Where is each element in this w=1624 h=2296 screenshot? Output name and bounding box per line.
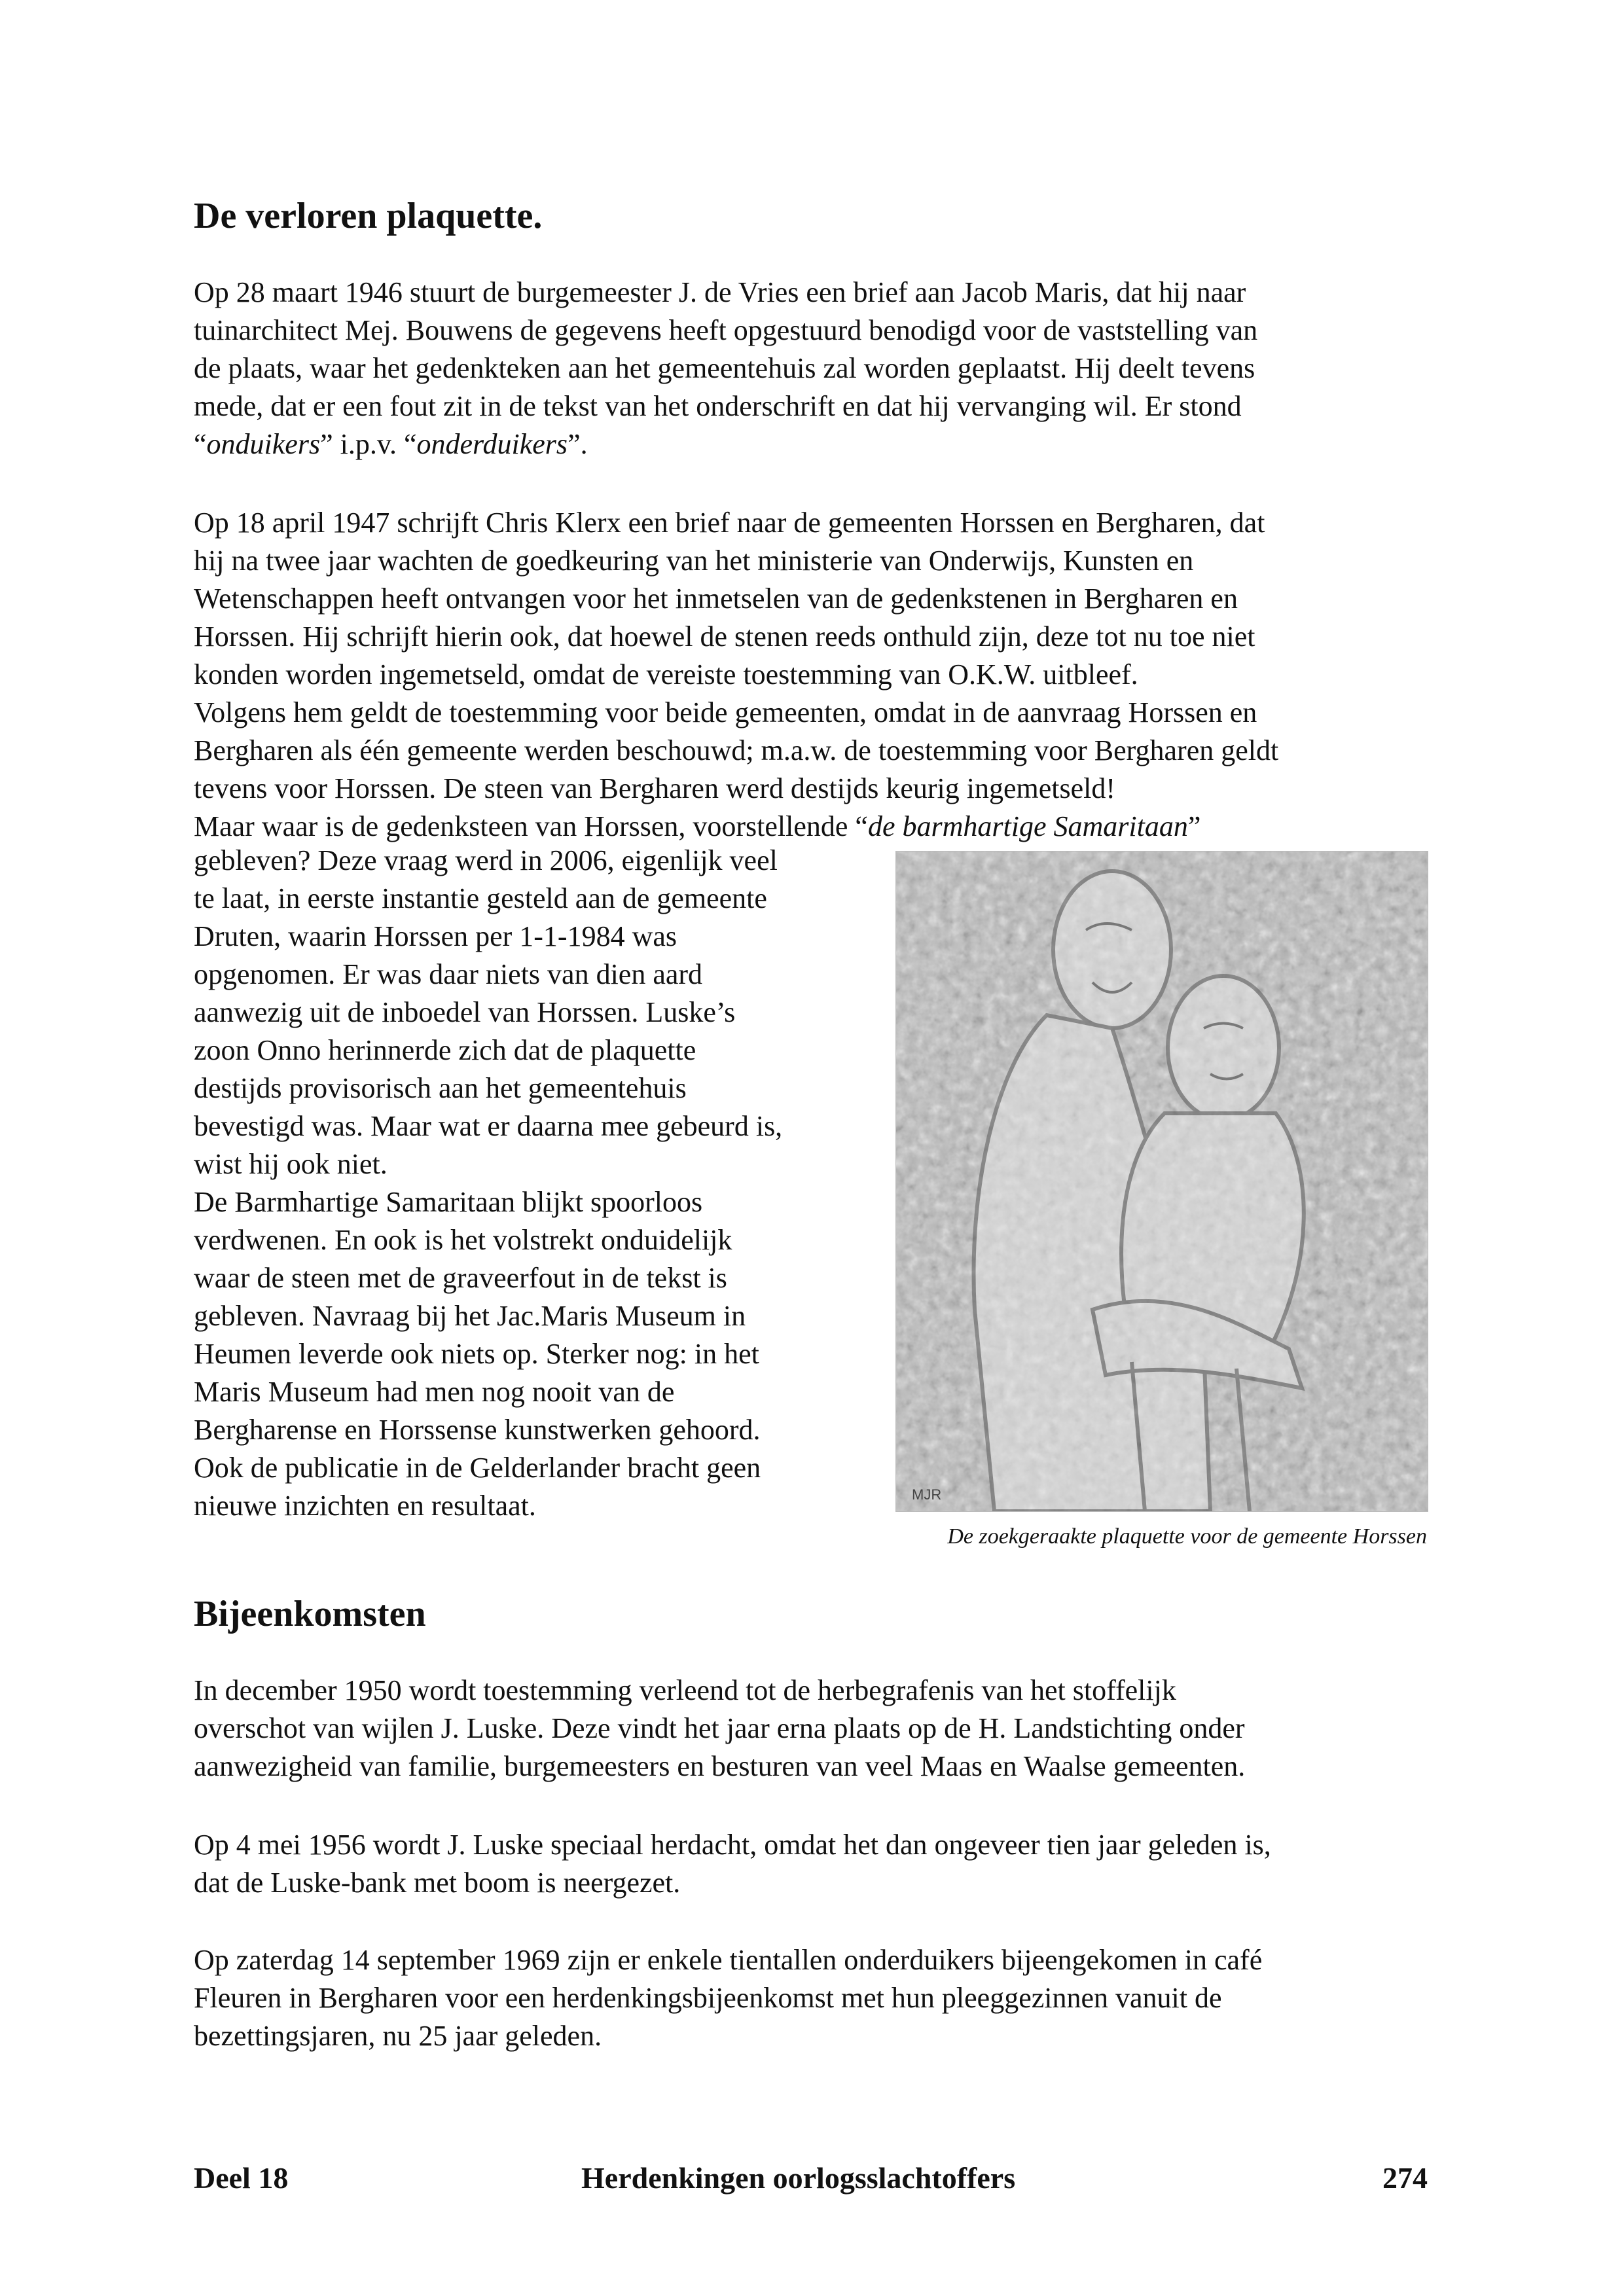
text-line: aanwezig uit de inboedel van Horssen. Luske’s bbox=[194, 996, 736, 1028]
text-line: Volgens hem geldt de toestemming voor beide gemeenten, omdat in de aanvraag Horssen en bbox=[194, 696, 1257, 728]
text-line: Ook de publicatie in de Gelderlander bracht geen bbox=[194, 1452, 761, 1484]
paragraph-3-left-column bbox=[194, 842, 782, 1525]
text-line: opgenomen. Er was daar niets van dien aard bbox=[194, 958, 703, 990]
footer-page-number: 274 bbox=[1382, 2161, 1428, 2195]
footer-title: Herdenkingen oorlogsslachtoffers bbox=[581, 2161, 1016, 2195]
text-line: Horssen. Hij schrijft hierin ook, dat hoewel de stenen reeds onthuld zijn, deze tot nu toe niet bbox=[194, 620, 1255, 653]
text-line: waar de steen met de graveerfout in de tekst is bbox=[194, 1262, 727, 1294]
paragraph-5 bbox=[194, 1826, 1271, 1902]
text-line: Op 18 april 1947 schrijft Chris Klerx een brief naar de gemeenten Horssen en Bergharen, dat bbox=[194, 507, 1265, 539]
text-line: destijds provisorisch aan het gemeentehuis bbox=[194, 1072, 687, 1104]
text-line: konden worden ingemetseld, omdat de vereiste toestemming van O.K.W. uitbleef. bbox=[194, 658, 1138, 691]
text-line: mede, dat er een fout zit in de tekst van het onderschrift en dat hij vervanging wil. Er stond bbox=[194, 390, 1242, 422]
text-line: Op zaterdag 14 september 1969 zijn er enkele tientallen onderduikers bijeengekomen in café bbox=[194, 1944, 1263, 1976]
text-line: de plaats, waar het gedenkteken aan het gemeentehuis zal worden geplaatst. Hij deelt tevens bbox=[194, 352, 1255, 384]
paragraph-2 bbox=[194, 504, 1278, 846]
text-line: “onduikers” i.p.v. “onderduikers”. bbox=[194, 428, 588, 460]
text-line: nieuwe inzichten en resultaat. bbox=[194, 1490, 536, 1522]
text-line: bevestigd was. Maar wat er daarna mee gebeurd is, bbox=[194, 1110, 783, 1142]
plaquette-photo bbox=[895, 851, 1428, 1512]
text-line: Bergharen als één gemeente werden beschouwd; m.a.w. de toestemming voor Bergharen geldt bbox=[194, 734, 1279, 766]
italic-word: onduikers bbox=[206, 428, 321, 460]
text-line: Maris Museum had men nog nooit van de bbox=[194, 1376, 675, 1408]
text-line: Druten, waarin Horssen per 1-1-1984 was bbox=[194, 920, 677, 952]
text-line: aanwezigheid van familie, burgemeesters en besturen van veel Maas en Waalse gemeenten. bbox=[194, 1750, 1246, 1782]
text-line: Bergharense en Horssense kunstwerken gehoord. bbox=[194, 1414, 761, 1446]
section-title-bijeenkomsten: Bijeenkomsten bbox=[194, 1594, 426, 1634]
figure-caption: De zoekgeraakte plaquette voor de gemeente Horssen bbox=[947, 1524, 1427, 1549]
text-line: hij na twee jaar wachten de goedkeuring van het ministerie van Onderwijs, Kunsten en bbox=[194, 545, 1194, 577]
paragraph-6 bbox=[194, 1941, 1262, 2055]
text-line: In december 1950 wordt toestemming verleend tot de herbegrafenis van het stoffelijk bbox=[194, 1674, 1176, 1706]
paragraph-4 bbox=[194, 1672, 1245, 1785]
text-line: zoon Onno herinnerde zich dat de plaquette bbox=[194, 1034, 696, 1066]
text-line: tevens voor Horssen. De steen van Bergharen werd destijds keurig ingemetseld! bbox=[194, 772, 1116, 804]
text-line: gebleven. Navraag bij het Jac.Maris Museum in bbox=[194, 1300, 746, 1332]
text-line: Wetenschappen heeft ontvangen voor het inmetselen van de gedenkstenen in Bergharen en bbox=[194, 583, 1238, 615]
text-line: te laat, in eerste instantie gesteld aan de gemeente bbox=[194, 882, 767, 914]
text-line: Op 4 mei 1956 wordt J. Luske speciaal herdacht, omdat het dan ongeveer tien jaar geleden is, bbox=[194, 1829, 1271, 1861]
text-line: overschot van wijlen J. Luske. Deze vindt het jaar erna plaats op de H. Landstichting onder bbox=[194, 1712, 1245, 1744]
text-line: wist hij ook niet. bbox=[194, 1148, 388, 1180]
text-line: gebleven? Deze vraag werd in 2006, eigenlijk veel bbox=[194, 844, 778, 876]
text-line: Heumen leverde ook niets op. Sterker nog: in het bbox=[194, 1338, 759, 1370]
text-line: Maar waar is de gedenksteen van Horssen, voorstellende “de barmhartige Samaritaan” bbox=[194, 810, 1201, 842]
paragraph-1 bbox=[194, 274, 1257, 463]
text-line: Fleuren in Bergharen voor een herdenkingsbijeenkomst met hun pleeggezinnen vanuit de bbox=[194, 1982, 1222, 2014]
text-line: verdwenen. En ook is het volstrekt onduidelijk bbox=[194, 1224, 732, 1256]
footer-volume: Deel 18 bbox=[194, 2161, 289, 2195]
text-line: De Barmhartige Samaritaan blijkt spoorloos bbox=[194, 1186, 703, 1218]
svg-text:MJR: MJR bbox=[912, 1486, 942, 1503]
text-line: bezettingsjaren, nu 25 jaar geleden. bbox=[194, 2020, 602, 2052]
italic-phrase: de barmhartige Samaritaan bbox=[867, 810, 1188, 842]
text-line: tuinarchitect Mej. Bouwens de gegevens heeft opgestuurd benodigd voor de vaststelling van bbox=[194, 314, 1258, 346]
italic-word: onderduikers bbox=[416, 428, 568, 460]
section-title-verloren-plaquette: De verloren plaquette. bbox=[194, 196, 543, 236]
text-line: dat de Luske-bank met boom is neergezet. bbox=[194, 1867, 681, 1899]
text-line: Op 28 maart 1946 stuurt de burgemeester J. de Vries een brief aan Jacob Maris, dat hij naar bbox=[194, 276, 1246, 308]
